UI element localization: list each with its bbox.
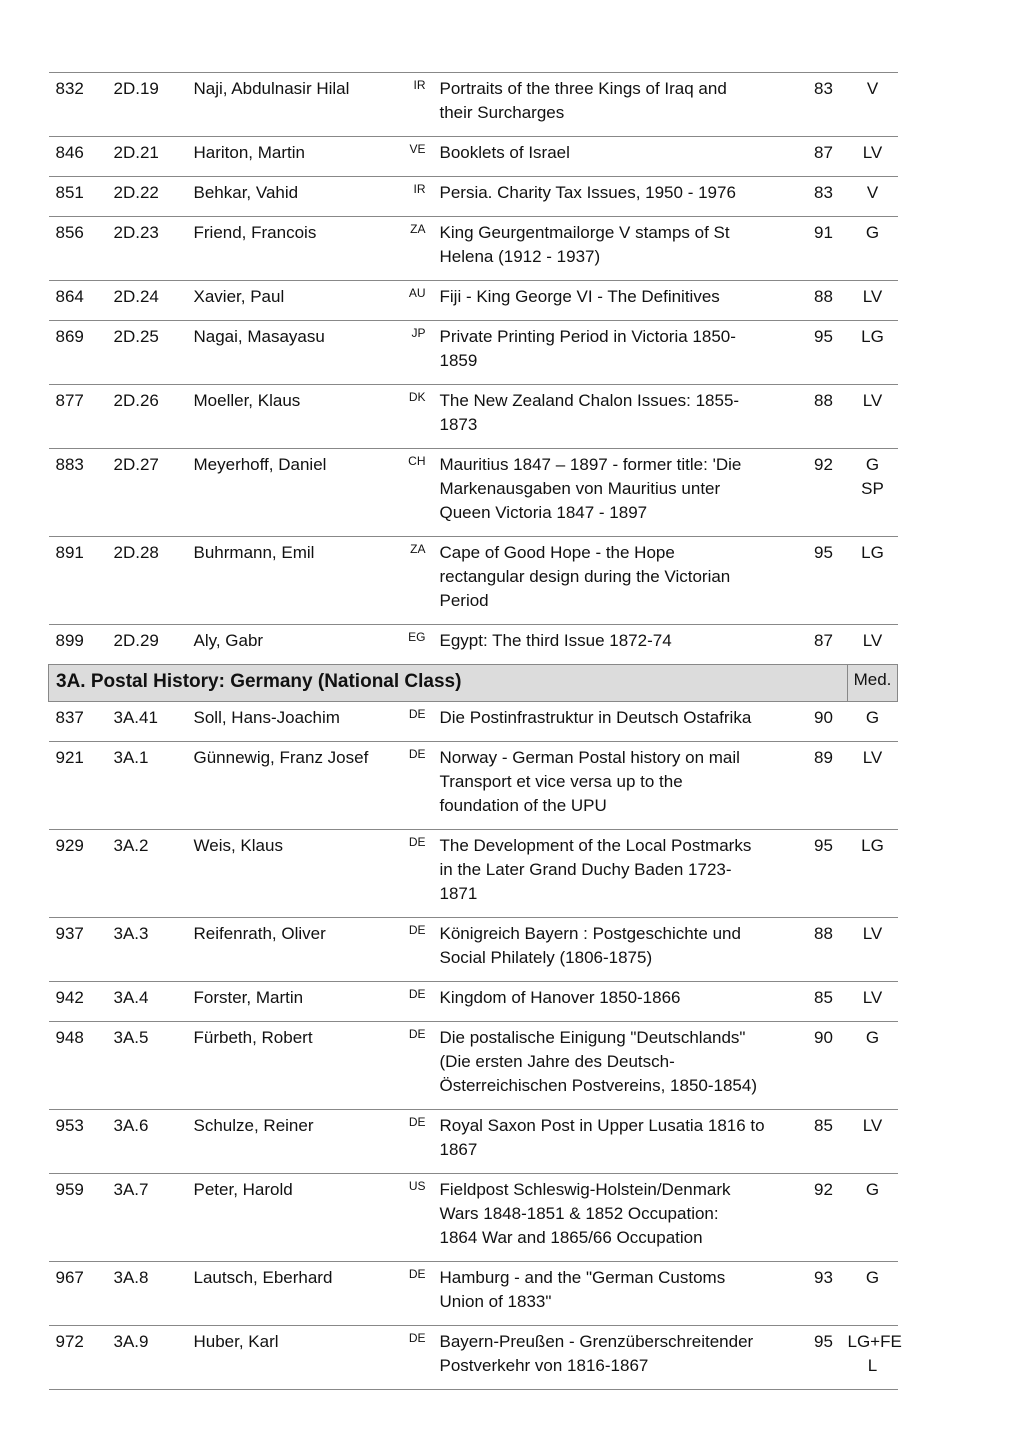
- points: 95: [800, 321, 848, 385]
- table-row: [49, 217, 898, 281]
- section-header-row: [49, 665, 898, 702]
- exhibit-title: Hamburg - and the "German Customs Union of 1833": [440, 1262, 800, 1326]
- results-table: [48, 72, 902, 1390]
- medal: LV: [848, 918, 898, 982]
- points: 83: [800, 73, 848, 137]
- table-row: [49, 830, 898, 918]
- table-row: [49, 702, 898, 742]
- exhibitor-name: Buhrmann, Emil: [194, 537, 394, 625]
- medal: G: [848, 217, 898, 281]
- medal: LG+FE L: [848, 1326, 898, 1390]
- exhibitor-name: Fürbeth, Robert: [194, 1022, 394, 1110]
- exhibitor-name: Nagai, Masayasu: [194, 321, 394, 385]
- exhibit-title: Cape of Good Hope - the Hope rectangular design during the Victorian Period: [440, 537, 800, 625]
- entry-number: 883: [49, 449, 114, 537]
- frame-code: 2D.29: [114, 625, 194, 665]
- exhibit-title: Königreich Bayern : Postgeschichte und Social Philately (1806-1875): [440, 918, 800, 982]
- exhibit-title: King Geurgentmailorge V stamps of St Helena (1912 - 1937): [440, 217, 800, 281]
- medal: G: [848, 1022, 898, 1110]
- exhibit-title: Royal Saxon Post in Upper Lusatia 1816 to 1867: [440, 1110, 800, 1174]
- medal: G: [848, 702, 898, 742]
- entry-number: 929: [49, 830, 114, 918]
- frame-code: 3A.9: [114, 1326, 194, 1390]
- medal: LV: [848, 625, 898, 665]
- exhibitor-name: Lautsch, Eberhard: [194, 1262, 394, 1326]
- table-row: [49, 1110, 898, 1174]
- frame-code: 3A.6: [114, 1110, 194, 1174]
- country-code: ZA: [394, 217, 440, 281]
- medal: G: [848, 1174, 898, 1262]
- frame-code: 2D.23: [114, 217, 194, 281]
- entry-number: 856: [49, 217, 114, 281]
- entry-number: 953: [49, 1110, 114, 1174]
- country-code: DE: [394, 830, 440, 918]
- country-code: DE: [394, 742, 440, 830]
- exhibit-title: Fieldpost Schleswig-Holstein/Denmark Wars 1848-1851 & 1852 Occupation: 1864 War and 1865/66 Occupation: [440, 1174, 800, 1262]
- points: 90: [800, 1022, 848, 1110]
- country-code: VE: [394, 137, 440, 177]
- exhibit-title: Private Printing Period in Victoria 1850- 1859: [440, 321, 800, 385]
- medal-column-header: Med.: [848, 665, 898, 702]
- entry-number: 967: [49, 1262, 114, 1326]
- entry-number: 948: [49, 1022, 114, 1110]
- table-row: [49, 918, 898, 982]
- points: 95: [800, 1326, 848, 1390]
- points: 88: [800, 918, 848, 982]
- table-body-before: [49, 73, 898, 665]
- medal: LV: [848, 137, 898, 177]
- exhibit-title: Die postalische Einigung "Deutschlands" (Die ersten Jahre des Deutsch- Österreichischen Postvereins, 1850-1854): [440, 1022, 800, 1110]
- entry-number: 837: [49, 702, 114, 742]
- frame-code: 2D.27: [114, 449, 194, 537]
- entry-number: 899: [49, 625, 114, 665]
- exhibit-title: Egypt: The third Issue 1872-74: [440, 625, 800, 665]
- entry-number: 869: [49, 321, 114, 385]
- exhibitor-name: Peter, Harold: [194, 1174, 394, 1262]
- frame-code: 2D.28: [114, 537, 194, 625]
- points: 89: [800, 742, 848, 830]
- exhibitor-name: Naji, Abdulnasir Hilal: [194, 73, 394, 137]
- frame-code: 3A.5: [114, 1022, 194, 1110]
- points: 85: [800, 1110, 848, 1174]
- exhibitor-name: Meyerhoff, Daniel: [194, 449, 394, 537]
- country-code: AU: [394, 281, 440, 321]
- exhibitor-name: Behkar, Vahid: [194, 177, 394, 217]
- country-code: DE: [394, 1262, 440, 1326]
- table-row: [49, 177, 898, 217]
- exhibit-title: Booklets of Israel: [440, 137, 800, 177]
- table-row: [49, 137, 898, 177]
- medal: LV: [848, 385, 898, 449]
- medal: V: [848, 177, 898, 217]
- points: 95: [800, 830, 848, 918]
- medal: LG: [848, 830, 898, 918]
- medal: LV: [848, 982, 898, 1022]
- exhibit-title: Die Postinfrastruktur in Deutsch Ostafrika: [440, 702, 800, 742]
- frame-code: 2D.24: [114, 281, 194, 321]
- frame-code: 2D.25: [114, 321, 194, 385]
- points: 90: [800, 702, 848, 742]
- country-code: IR: [394, 177, 440, 217]
- points: 91: [800, 217, 848, 281]
- entry-number: 972: [49, 1326, 114, 1390]
- exhibitor-name: Schulze, Reiner: [194, 1110, 394, 1174]
- medal: LV: [848, 742, 898, 830]
- points: 95: [800, 537, 848, 625]
- entry-number: 877: [49, 385, 114, 449]
- points: 92: [800, 449, 848, 537]
- exhibit-title: Fiji - King George VI - The Definitives: [440, 281, 800, 321]
- exhibit-title: The Development of the Local Postmarks in the Later Grand Duchy Baden 1723- 1871: [440, 830, 800, 918]
- table-row: [49, 321, 898, 385]
- table-row: [49, 742, 898, 830]
- exhibit-title: Bayern-Preußen - Grenzüberschreitender Postverkehr von 1816-1867: [440, 1326, 800, 1390]
- exhibitor-name: Aly, Gabr: [194, 625, 394, 665]
- entry-number: 832: [49, 73, 114, 137]
- country-code: DE: [394, 918, 440, 982]
- table-row: [49, 537, 898, 625]
- table-row: [49, 1326, 898, 1390]
- exhibit-title: Persia. Charity Tax Issues, 1950 - 1976: [440, 177, 800, 217]
- points: 88: [800, 385, 848, 449]
- country-code: DE: [394, 702, 440, 742]
- points: 92: [800, 1174, 848, 1262]
- points: 87: [800, 137, 848, 177]
- medal: V: [848, 73, 898, 137]
- medal: G: [848, 1262, 898, 1326]
- points: 85: [800, 982, 848, 1022]
- points: 93: [800, 1262, 848, 1326]
- table-row: [49, 1022, 898, 1110]
- frame-code: 3A.4: [114, 982, 194, 1022]
- medal: G SP: [848, 449, 898, 537]
- frame-code: 3A.7: [114, 1174, 194, 1262]
- results-document: [48, 72, 902, 1390]
- frame-code: 3A.8: [114, 1262, 194, 1326]
- exhibitor-name: Huber, Karl: [194, 1326, 394, 1390]
- exhibitor-name: Günnewig, Franz Josef: [194, 742, 394, 830]
- medal: LG: [848, 537, 898, 625]
- exhibit-title: Norway - German Postal history on mail Transport et vice versa up to the foundation of the UPU: [440, 742, 800, 830]
- exhibit-title: Mauritius 1847 – 1897 - former title: 'Die Markenausgaben von Mauritius unter Queen Victoria 1847 - 1897: [440, 449, 800, 537]
- table-body-after: [49, 702, 902, 1390]
- frame-code: 3A.3: [114, 918, 194, 982]
- frame-code: 2D.21: [114, 137, 194, 177]
- exhibit-title: The New Zealand Chalon Issues: 1855- 1873: [440, 385, 800, 449]
- entry-number: 959: [49, 1174, 114, 1262]
- entry-number: 851: [49, 177, 114, 217]
- country-code: US: [394, 1174, 440, 1262]
- table-row: [49, 1174, 898, 1262]
- frame-code: 3A.1: [114, 742, 194, 830]
- exhibitor-name: Hariton, Martin: [194, 137, 394, 177]
- table-row: [49, 625, 898, 665]
- points: 83: [800, 177, 848, 217]
- table-row: [49, 385, 898, 449]
- frame-code: 3A.41: [114, 702, 194, 742]
- points: 88: [800, 281, 848, 321]
- medal: LV: [848, 1110, 898, 1174]
- country-code: DK: [394, 385, 440, 449]
- exhibitor-name: Friend, Francois: [194, 217, 394, 281]
- entry-number: 846: [49, 137, 114, 177]
- section-header-body: [49, 665, 898, 702]
- frame-code: 3A.2: [114, 830, 194, 918]
- country-code: JP: [394, 321, 440, 385]
- section-title: 3A. Postal History: Germany (National Class): [49, 665, 848, 702]
- table-row: [49, 449, 898, 537]
- exhibitor-name: Moeller, Klaus: [194, 385, 394, 449]
- medal: LG: [848, 321, 898, 385]
- frame-code: 2D.26: [114, 385, 194, 449]
- frame-code: 2D.19: [114, 73, 194, 137]
- exhibit-title: Portraits of the three Kings of Iraq and their Surcharges: [440, 73, 800, 137]
- country-code: ZA: [394, 537, 440, 625]
- entry-number: 891: [49, 537, 114, 625]
- exhibitor-name: Soll, Hans-Joachim: [194, 702, 394, 742]
- entry-number: 921: [49, 742, 114, 830]
- country-code: DE: [394, 1022, 440, 1110]
- table-row: [49, 281, 898, 321]
- country-code: CH: [394, 449, 440, 537]
- points: 87: [800, 625, 848, 665]
- entry-number: 864: [49, 281, 114, 321]
- country-code: DE: [394, 1326, 440, 1390]
- entry-number: 942: [49, 982, 114, 1022]
- exhibitor-name: Xavier, Paul: [194, 281, 394, 321]
- exhibitor-name: Weis, Klaus: [194, 830, 394, 918]
- table-row: [49, 1262, 898, 1326]
- country-code: DE: [394, 1110, 440, 1174]
- country-code: EG: [394, 625, 440, 665]
- frame-code: 2D.22: [114, 177, 194, 217]
- medal: LV: [848, 281, 898, 321]
- table-row: [49, 982, 898, 1022]
- country-code: IR: [394, 73, 440, 137]
- exhibit-title: Kingdom of Hanover 1850-1866: [440, 982, 800, 1022]
- entry-number: 937: [49, 918, 114, 982]
- exhibitor-name: Reifenrath, Oliver: [194, 918, 394, 982]
- exhibitor-name: Forster, Martin: [194, 982, 394, 1022]
- table-row: [49, 73, 898, 137]
- country-code: DE: [394, 982, 440, 1022]
